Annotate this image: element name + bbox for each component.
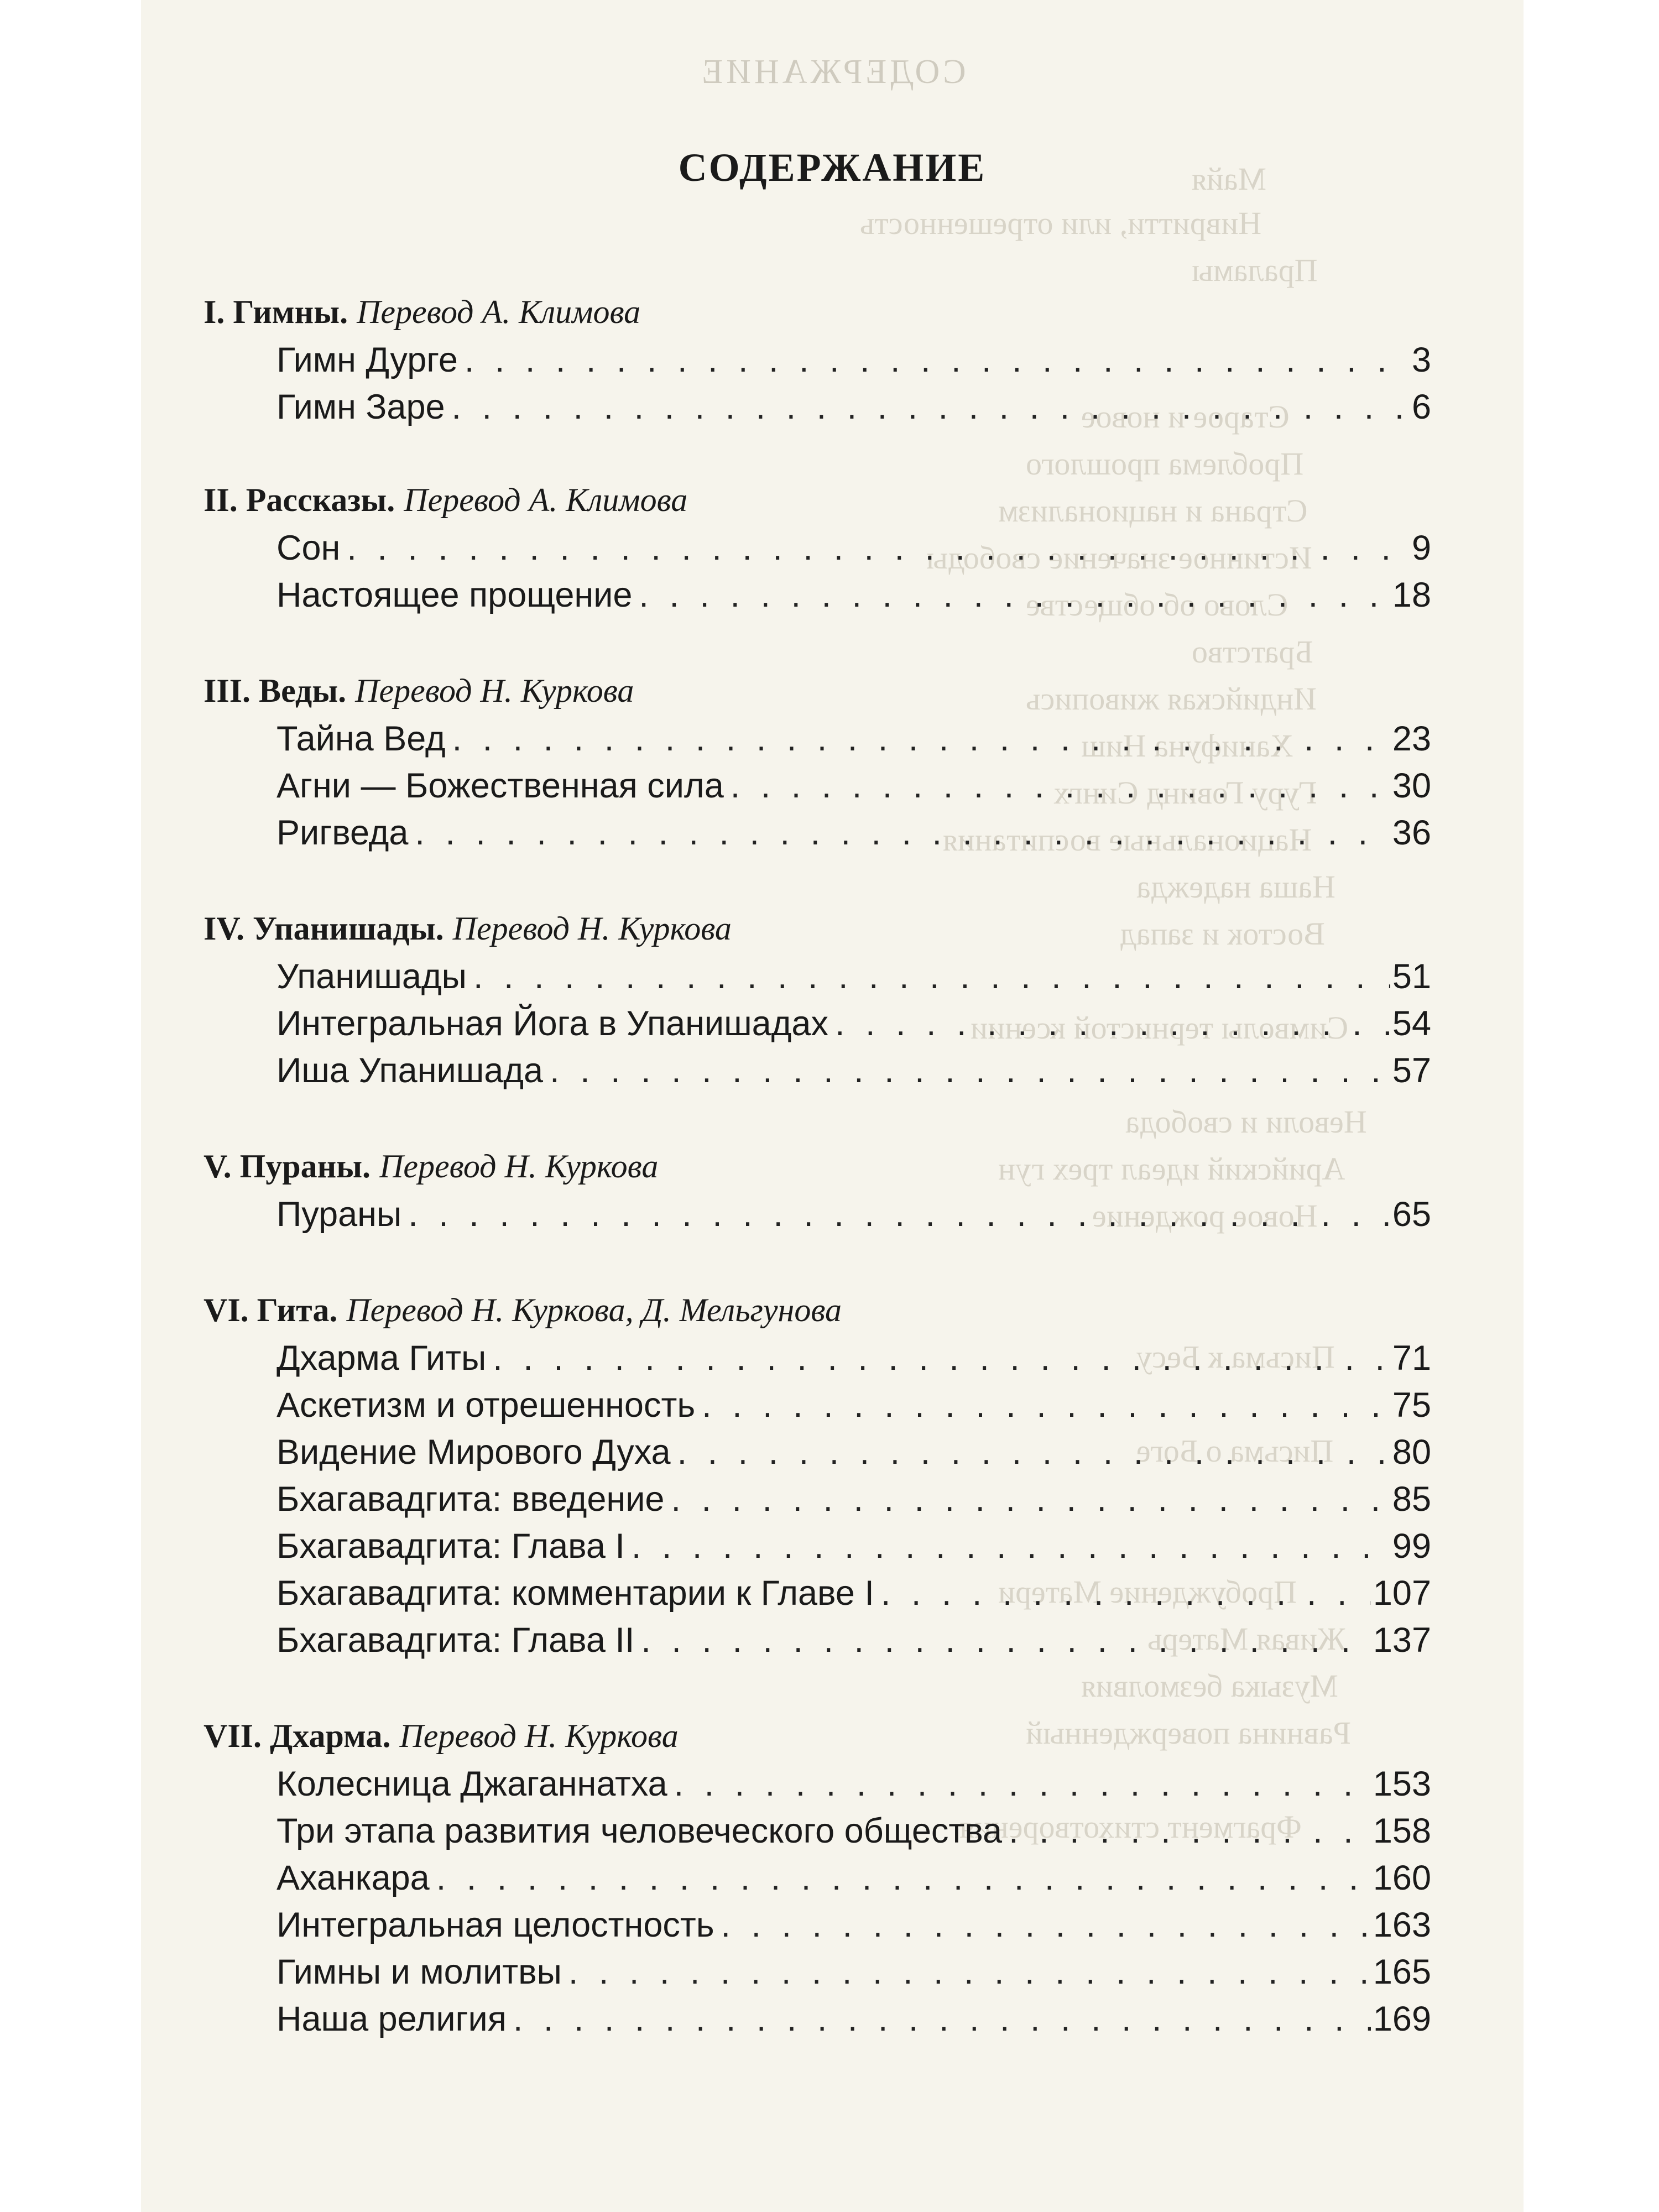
entry-title: Интегральная Йога в Упанишадах	[276, 1004, 828, 1043]
leader-dots	[473, 957, 1390, 997]
section-translator: Перевод Н. Куркова, Д. Мельгунова	[346, 1292, 842, 1328]
bleed-line: Письма к Бесу	[1136, 1339, 1335, 1375]
entry-title: Настоящее прощение	[276, 576, 633, 614]
bleed-line: Национальные воспитания	[943, 822, 1312, 858]
bleed-line: Индийская живопись	[1026, 681, 1317, 717]
entry-page: 75	[1392, 1386, 1431, 1425]
entry-title: Иша Упанишада	[276, 1051, 544, 1090]
entry-title: Тайна Вед	[276, 719, 446, 758]
bleed-line: Равнина повержденный	[1026, 1715, 1351, 1751]
entry-page: 23	[1392, 719, 1431, 758]
bleed-line: Фрагмент стихотворения	[959, 1809, 1302, 1845]
leader-dots	[415, 813, 1390, 853]
entry-title: Гимн Дурге	[276, 341, 458, 379]
section-heading	[204, 1717, 679, 1755]
bleed-line: Проблема прошлого	[1026, 446, 1304, 482]
entry-page: 107	[1373, 1574, 1431, 1613]
toc-entry[interactable]	[276, 1573, 1431, 1613]
entry-page: 54	[1392, 1004, 1431, 1043]
section-title: VII. Дхарма.	[204, 1718, 391, 1754]
entry-page: 158	[1373, 1812, 1431, 1850]
entry-title: Дхарма Гиты	[276, 1339, 487, 1378]
bleed-line: Майя	[1192, 161, 1267, 197]
entry-page: 65	[1392, 1195, 1431, 1234]
entry-page: 169	[1373, 2000, 1431, 2038]
entry-page: 85	[1392, 1480, 1431, 1519]
entry-page: 163	[1373, 1906, 1431, 1944]
bleed-line: Гуру Говинд Сингх	[1053, 775, 1317, 811]
section-title: II. Рассказы.	[204, 482, 395, 518]
leader-dots	[1009, 1811, 1371, 1851]
leader-dots	[674, 1764, 1371, 1804]
entry-title: Колесница Джаганнатха	[276, 1765, 667, 1803]
leader-dots	[639, 575, 1390, 615]
section-translator: Перевод Н. Куркова	[399, 1718, 679, 1754]
section-title: V. Пураны.	[204, 1148, 371, 1185]
leader-dots	[452, 719, 1390, 759]
entry-title: Ригведа	[276, 813, 409, 852]
entry-page: 80	[1392, 1433, 1431, 1472]
bleed-line: Праламы	[1192, 252, 1318, 288]
bleed-through-header: СОДЕРЖАНИЕ	[698, 53, 966, 91]
section-heading	[204, 1291, 842, 1329]
bleed-line: Живая Матерь	[1147, 1621, 1346, 1657]
leader-dots	[347, 528, 1410, 568]
toc-entry[interactable]	[276, 340, 1431, 380]
page-title: СОДЕРЖАНИЕ	[678, 145, 987, 190]
section-translator: Перевод Н. Куркова	[355, 672, 634, 709]
toc-entry[interactable]	[276, 575, 1431, 615]
leader-dots	[671, 1479, 1390, 1519]
entry-page: 36	[1392, 813, 1431, 852]
section-heading	[204, 1147, 658, 1186]
entry-page: 153	[1373, 1765, 1431, 1803]
book-page	[141, 0, 1524, 2212]
toc-entry[interactable]	[276, 719, 1431, 759]
bleed-line: Символы тернистой ксении	[971, 1010, 1349, 1046]
section-title: IV. Упанишады.	[204, 910, 444, 947]
leader-dots	[835, 1004, 1390, 1044]
entry-title: Бхагавадгита: комментарии к Главе I	[276, 1574, 874, 1613]
entry-title: Гимн Заре	[276, 388, 445, 426]
toc-entry[interactable]	[276, 1432, 1431, 1472]
section-title: III. Веды.	[204, 672, 347, 709]
leader-dots	[721, 1905, 1371, 1945]
toc-entry[interactable]	[276, 1811, 1431, 1851]
entry-title: Наша религия	[276, 2000, 507, 2038]
entry-title: Бхагавадгита: введение	[276, 1480, 665, 1519]
entry-title: Упанишады	[276, 957, 467, 996]
bleed-line: Слово об обществе	[1026, 587, 1288, 623]
entry-title: Бхагавадгита: Глава II	[276, 1621, 635, 1660]
leader-dots	[493, 1338, 1390, 1378]
section-heading	[204, 293, 640, 331]
leader-dots	[550, 1051, 1390, 1091]
bleed-line: Новое рождение	[1092, 1198, 1318, 1234]
bleed-line: Старое и новое	[1081, 399, 1290, 435]
entry-title: Аскетизм и отрешенность	[276, 1386, 696, 1425]
toc-entry[interactable]	[276, 1905, 1431, 1945]
entry-page: 18	[1392, 576, 1431, 614]
entry-page: 6	[1411, 388, 1431, 426]
toc-entry[interactable]	[276, 1764, 1431, 1804]
bleed-line: Братство	[1192, 634, 1313, 670]
toc-entry[interactable]	[276, 1526, 1431, 1566]
entry-title: Бхагавадгита: Глава I	[276, 1527, 625, 1566]
entry-title: Сон	[276, 529, 341, 567]
entry-page: 71	[1392, 1339, 1431, 1378]
entry-page: 9	[1411, 529, 1431, 567]
toc-entry[interactable]	[276, 1338, 1431, 1378]
bleed-line: Музыка безмолвия	[1081, 1668, 1338, 1704]
entry-page: 30	[1392, 766, 1431, 805]
toc-entry[interactable]	[276, 957, 1431, 997]
bleed-line: Нивритти, или отрешенность	[860, 205, 1262, 241]
bleed-line: Страна и национализм	[998, 493, 1308, 529]
entry-page: 165	[1373, 1953, 1431, 1991]
leader-dots	[452, 387, 1410, 427]
section-title: VI. Гита.	[204, 1292, 338, 1328]
toc-entry[interactable]	[276, 528, 1431, 568]
toc-entry[interactable]	[276, 813, 1431, 853]
toc-entry[interactable]	[276, 1952, 1431, 1992]
leader-dots	[881, 1573, 1371, 1613]
leader-dots	[465, 340, 1410, 380]
leader-dots	[513, 1999, 1371, 2039]
bleed-line: Пробуждение Матери	[998, 1574, 1297, 1610]
leader-dots	[641, 1620, 1370, 1660]
entry-title: Видение Мирового Духа	[276, 1433, 671, 1472]
entry-title: Три этапа развития человеческого общества	[276, 1812, 1003, 1850]
bleed-line: Наша надежда	[1136, 869, 1335, 905]
bleed-line: Письма о Боге	[1136, 1433, 1334, 1469]
entry-page: 57	[1392, 1051, 1431, 1090]
bleed-line: Неволи и свобода	[1125, 1104, 1367, 1140]
toc-entry[interactable]	[276, 387, 1431, 427]
section-translator: Перевод Н. Куркова	[452, 910, 732, 947]
leader-dots	[702, 1385, 1390, 1425]
leader-dots	[408, 1194, 1390, 1234]
leader-dots	[632, 1526, 1390, 1566]
bleed-line: Арийский идеал трех гун	[998, 1151, 1345, 1187]
bleed-line: Восток и запад	[1120, 916, 1325, 952]
toc-entry[interactable]	[276, 1385, 1431, 1425]
entry-page: 137	[1373, 1621, 1431, 1660]
entry-title: Интегральная целостность	[276, 1906, 714, 1944]
section-heading	[204, 672, 634, 710]
section-heading	[204, 910, 732, 948]
toc-entry[interactable]	[276, 1999, 1431, 2039]
leader-dots	[436, 1858, 1371, 1898]
entry-page: 51	[1392, 957, 1431, 996]
section-title: I. Гимны.	[204, 294, 348, 330]
entry-page: 160	[1373, 1859, 1431, 1897]
section-translator: Перевод Н. Куркова	[379, 1148, 659, 1185]
leader-dots	[677, 1432, 1390, 1472]
section-heading	[204, 481, 687, 519]
leader-dots	[731, 766, 1390, 806]
toc-entry[interactable]	[276, 1004, 1431, 1044]
toc-entry[interactable]	[276, 1620, 1431, 1660]
toc-entry[interactable]	[276, 1479, 1431, 1519]
bleed-line: Ханифуна Ниш	[1081, 728, 1293, 764]
entry-title: Гимны и молитвы	[276, 1953, 562, 1991]
section-translator: Перевод А. Климова	[357, 294, 641, 330]
entry-title: Пураны	[276, 1195, 402, 1234]
leader-dots	[568, 1952, 1371, 1992]
bleed-line: Истинное значение свободы	[926, 540, 1312, 576]
toc-entry[interactable]	[276, 1858, 1431, 1898]
section-translator: Перевод А. Климова	[404, 482, 688, 518]
entry-title: Аханкара	[276, 1859, 430, 1897]
toc-entry[interactable]	[276, 1051, 1431, 1091]
entry-page: 3	[1411, 341, 1431, 379]
toc-entry[interactable]	[276, 1194, 1431, 1234]
entry-title: Агни — Божественная сила	[276, 766, 724, 805]
toc-entry[interactable]	[276, 766, 1431, 806]
entry-page: 99	[1392, 1527, 1431, 1566]
